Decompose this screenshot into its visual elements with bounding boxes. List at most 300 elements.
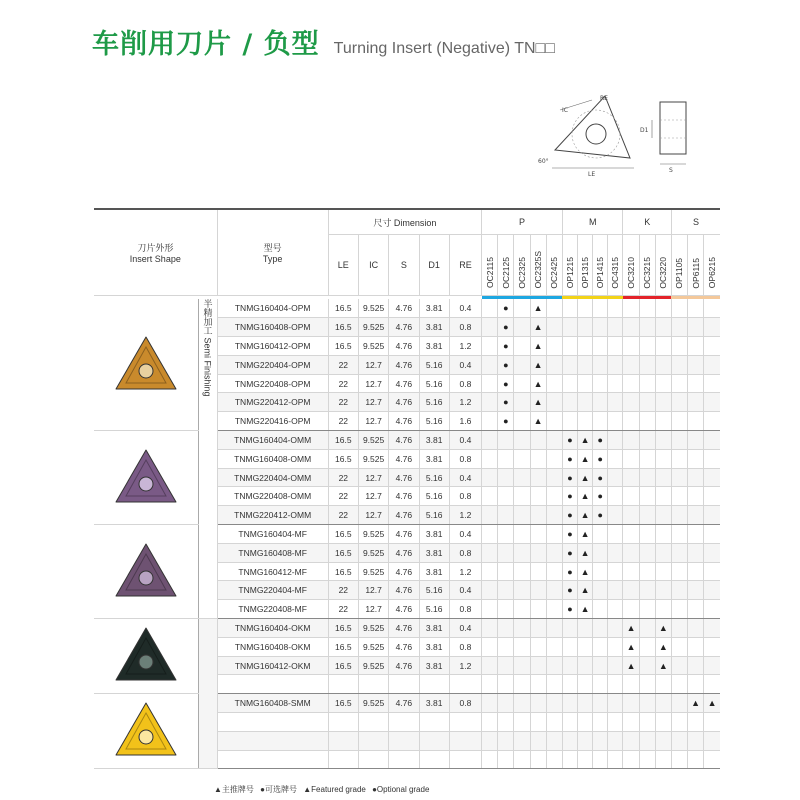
cell-dim: 4.76: [389, 299, 419, 318]
cell-dim: 4.76: [389, 600, 419, 619]
cell-empty: [623, 299, 639, 318]
cell-dim: 16.5: [328, 543, 358, 562]
cell-empty: [498, 543, 514, 562]
cell-empty: [704, 656, 720, 675]
cell-dim: 22: [328, 487, 358, 506]
cell-empty: [514, 355, 530, 374]
grade-mark: ▲: [530, 318, 546, 337]
cell-empty: [482, 543, 498, 562]
cell-type: TNMG220404-MF: [217, 581, 328, 600]
cell-dim: 0.8: [449, 487, 481, 506]
cell-empty: [639, 412, 655, 431]
cell-dim: 0.8: [449, 694, 481, 713]
cell-empty: [498, 431, 514, 450]
cell-empty: [688, 468, 704, 487]
cell-empty: [546, 731, 562, 750]
cell-dim: 5.16: [419, 393, 449, 412]
cell-empty: [562, 299, 577, 318]
cell-empty: [704, 543, 720, 562]
cell-empty: [671, 355, 687, 374]
cell-empty: [639, 581, 655, 600]
header-dim-ic: IC: [358, 235, 388, 295]
table-row: [94, 431, 720, 450]
cell-empty: [593, 374, 608, 393]
cell-empty: [514, 525, 530, 544]
cell-dim: 0.8: [449, 318, 481, 337]
cell-empty: [514, 637, 530, 656]
cell-empty: [578, 412, 593, 431]
cell-empty: [639, 506, 655, 525]
cell-empty: [655, 374, 671, 393]
cell-empty: [578, 318, 593, 337]
cell-empty: [639, 675, 655, 694]
cell-empty: [688, 619, 704, 638]
cell-empty: [688, 543, 704, 562]
cell-dim: 16.5: [328, 337, 358, 356]
cell-empty: [530, 468, 546, 487]
cell-dim: 3.81: [419, 694, 449, 713]
cell-dim: 4.76: [389, 449, 419, 468]
legend-optional-en: ●Optional grade: [372, 785, 430, 794]
cell-empty: [498, 731, 514, 750]
cell-empty: [482, 562, 498, 581]
cell-dim: 4.76: [389, 318, 419, 337]
cell-empty: [562, 713, 577, 732]
cell-empty: [482, 637, 498, 656]
cell-empty: [482, 600, 498, 619]
cell-empty: [514, 412, 530, 431]
cell-empty: [514, 600, 530, 619]
cell-empty: [623, 750, 639, 769]
grade-mark: ▲: [623, 656, 639, 675]
cell-dim: 0.4: [449, 581, 481, 600]
cell-dim: [419, 731, 449, 750]
grade-mark: ●: [498, 393, 514, 412]
cell-empty: [671, 713, 687, 732]
cell-dim: 12.7: [358, 487, 388, 506]
cell-empty: [608, 731, 623, 750]
cell-empty: [546, 393, 562, 412]
label-d1: D1: [640, 127, 649, 134]
cell-empty: [482, 675, 498, 694]
cell-dim: 4.76: [389, 543, 419, 562]
cell-empty: [608, 600, 623, 619]
cell-empty: [671, 337, 687, 356]
header-grade: OC3215: [639, 235, 655, 295]
cell-dim: 22: [328, 506, 358, 525]
cell-dim: [419, 675, 449, 694]
cell-empty: [514, 656, 530, 675]
cell-empty: [704, 713, 720, 732]
cell-empty: [546, 600, 562, 619]
cell-empty: [498, 637, 514, 656]
cell-empty: [704, 562, 720, 581]
cell-dim: 4.76: [389, 656, 419, 675]
cell-empty: [608, 449, 623, 468]
cell-empty: [482, 318, 498, 337]
cell-empty: [546, 355, 562, 374]
cell-empty: [671, 449, 687, 468]
cell-dim: [358, 750, 388, 769]
cell-empty: [578, 355, 593, 374]
cell-empty: [671, 525, 687, 544]
grade-mark: ●: [498, 355, 514, 374]
cell-empty: [688, 600, 704, 619]
cell-empty: [688, 506, 704, 525]
cell-empty: [546, 543, 562, 562]
grade-mark: ▲: [623, 637, 639, 656]
cell-empty: [639, 355, 655, 374]
cell-empty: [530, 637, 546, 656]
grade-mark: ●: [562, 449, 577, 468]
cell-empty: [688, 355, 704, 374]
cell-dim: 3.81: [419, 562, 449, 581]
grade-mark: ●: [498, 374, 514, 393]
grade-mark: ▲: [578, 543, 593, 562]
cell-empty: [578, 619, 593, 638]
cell-dim: 12.7: [358, 600, 388, 619]
cell-empty: [639, 600, 655, 619]
cell-dim: 12.7: [358, 393, 388, 412]
cell-empty: [530, 694, 546, 713]
cell-empty: [639, 525, 655, 544]
grade-mark: ▲: [655, 619, 671, 638]
label-re: RE: [600, 95, 608, 102]
cell-empty: [498, 487, 514, 506]
cell-empty: [498, 619, 514, 638]
cell-empty: [514, 619, 530, 638]
cell-empty: [623, 374, 639, 393]
cell-empty: [562, 694, 577, 713]
cell-empty: [608, 562, 623, 581]
cell-empty: [578, 713, 593, 732]
cell-type: TNMG160408-MF: [217, 543, 328, 562]
cell-dim: 3.81: [419, 318, 449, 337]
cell-dim: 5.16: [419, 581, 449, 600]
cell-empty: [498, 694, 514, 713]
header-grade: OC3220: [655, 235, 671, 295]
legend-footer: [214, 784, 433, 795]
cell-empty: [546, 675, 562, 694]
cell-empty: [655, 337, 671, 356]
cell-empty: [482, 468, 498, 487]
legend-optional-cn: ●可选牌号: [260, 785, 297, 794]
cell-empty: [546, 619, 562, 638]
cell-dim: 22: [328, 355, 358, 374]
cell-empty: [562, 393, 577, 412]
grade-mark: ●: [562, 600, 577, 619]
grade-mark: ●: [593, 431, 608, 450]
cell-dim: 4.76: [389, 581, 419, 600]
cell-empty: [514, 675, 530, 694]
cell-dim: 4.76: [389, 412, 419, 431]
grade-mark: ●: [562, 468, 577, 487]
cell-empty: [639, 393, 655, 412]
cell-empty: [608, 468, 623, 487]
header-grade: OP1315: [578, 235, 593, 295]
cell-empty: [593, 750, 608, 769]
cell-empty: [688, 656, 704, 675]
cell-empty: [530, 656, 546, 675]
insert-spec-table: [94, 208, 720, 769]
cell-dim: 4.76: [389, 619, 419, 638]
cell-dim: 9.525: [358, 562, 388, 581]
cell-dim: [449, 675, 481, 694]
grade-mark: ●: [498, 299, 514, 318]
cell-empty: [688, 487, 704, 506]
cell-empty: [704, 525, 720, 544]
cell-dim: 3.81: [419, 431, 449, 450]
cell-empty: [482, 581, 498, 600]
cell-dim: 22: [328, 600, 358, 619]
cell-empty: [688, 731, 704, 750]
cell-dim: 9.525: [358, 619, 388, 638]
cell-dim: 3.81: [419, 449, 449, 468]
cell-dim: 1.2: [449, 656, 481, 675]
cell-dim: 1.2: [449, 562, 481, 581]
cell-empty: [593, 355, 608, 374]
cell-empty: [608, 506, 623, 525]
cell-empty: [530, 600, 546, 619]
insert-opm: [94, 299, 199, 431]
header-group-P: P: [482, 209, 563, 235]
cell-empty: [546, 525, 562, 544]
cell-empty: [655, 487, 671, 506]
grade-mark: ▲: [530, 355, 546, 374]
table-row: [94, 694, 720, 713]
cell-empty: [514, 468, 530, 487]
cell-empty: [671, 562, 687, 581]
cell-dim: 1.6: [449, 412, 481, 431]
header-insert-shape: [94, 209, 217, 295]
insert-dimension-diagram: [530, 88, 720, 183]
header-group-K: K: [623, 209, 671, 235]
cell-empty: [482, 487, 498, 506]
grade-mark: ▲: [655, 637, 671, 656]
cell-empty: [530, 543, 546, 562]
cell-empty: [704, 468, 720, 487]
grade-mark: ▲: [578, 525, 593, 544]
cell-empty: [482, 355, 498, 374]
cell-empty: [704, 337, 720, 356]
cell-dim: 5.16: [419, 374, 449, 393]
cell-type: TNMG160408-OPM: [217, 318, 328, 337]
cell-empty: [608, 525, 623, 544]
cell-empty: [608, 581, 623, 600]
cell-dim: 4.76: [389, 468, 419, 487]
insert-okm: [94, 619, 199, 694]
cell-empty: [593, 694, 608, 713]
cell-empty: [498, 750, 514, 769]
grade-mark: ▲: [704, 694, 720, 713]
cell-empty: [623, 731, 639, 750]
cell-empty: [639, 694, 655, 713]
label-s: S: [669, 167, 673, 174]
cell-dim: 4.76: [389, 694, 419, 713]
cell-empty: [530, 525, 546, 544]
grade-mark: ▲: [530, 299, 546, 318]
cell-empty: [623, 562, 639, 581]
cell-empty: [482, 619, 498, 638]
cell-dim: 4.76: [389, 506, 419, 525]
cell-empty: [688, 431, 704, 450]
header-type: 型号 Type: [217, 209, 328, 295]
cell-dim: 12.7: [358, 468, 388, 487]
cell-type: TNMG160412-OPM: [217, 337, 328, 356]
cell-empty: [482, 337, 498, 356]
cell-empty: [639, 637, 655, 656]
cell-empty: [498, 468, 514, 487]
cell-dim: [358, 675, 388, 694]
cell-empty: [482, 731, 498, 750]
cell-empty: [623, 487, 639, 506]
cell-empty: [578, 337, 593, 356]
cell-empty: [530, 619, 546, 638]
cell-type: TNMG160408-OKM: [217, 637, 328, 656]
cell-empty: [498, 525, 514, 544]
cell-dim: 5.16: [419, 355, 449, 374]
cell-empty: [593, 412, 608, 431]
header-group-S: S: [671, 209, 720, 235]
grade-mark: ▲: [655, 656, 671, 675]
cell-dim: 3.81: [419, 337, 449, 356]
cell-empty: [578, 393, 593, 412]
cell-empty: [704, 675, 720, 694]
cell-dim: [389, 713, 419, 732]
grade-mark: ▲: [578, 487, 593, 506]
cell-empty: [704, 637, 720, 656]
cell-empty: [688, 393, 704, 412]
cell-empty: [514, 393, 530, 412]
cell-empty: [704, 506, 720, 525]
cell-empty: [498, 600, 514, 619]
cell-empty: [639, 337, 655, 356]
grade-mark: ●: [562, 487, 577, 506]
cell-type: TNMG160412-MF: [217, 562, 328, 581]
cell-empty: [623, 694, 639, 713]
cell-empty: [639, 656, 655, 675]
cell-empty: [482, 412, 498, 431]
cell-empty: [639, 431, 655, 450]
cell-empty: [623, 506, 639, 525]
grade-mark: ●: [593, 487, 608, 506]
grade-mark: ●: [562, 562, 577, 581]
cell-dim: [328, 750, 358, 769]
cell-empty: [514, 374, 530, 393]
header-dim-s: S: [389, 235, 419, 295]
cell-empty: [593, 675, 608, 694]
cell-dim: 16.5: [328, 299, 358, 318]
cell-dim: 1.2: [449, 506, 481, 525]
title-chinese: 车削用刀片 / 负型: [92, 29, 320, 60]
cell-empty: [655, 525, 671, 544]
cell-dim: 16.5: [328, 637, 358, 656]
cell-empty: [671, 318, 687, 337]
cell-dim: 22: [328, 374, 358, 393]
cell-empty: [482, 393, 498, 412]
table-row: [94, 619, 720, 638]
title-english: Turning Insert (Negative) TN□□: [333, 40, 555, 57]
cell-dim: 22: [328, 468, 358, 487]
cell-dim: 4.76: [389, 431, 419, 450]
cell-empty: [671, 675, 687, 694]
cell-empty: [593, 581, 608, 600]
cell-empty: [514, 487, 530, 506]
legend-featured-en: ▲Featured grade: [303, 785, 366, 794]
header-grade: OC2125: [498, 235, 514, 295]
cell-type: TNMG160412-OKM: [217, 656, 328, 675]
cell-type: TNMG160408-OMM: [217, 449, 328, 468]
cell-empty: [688, 412, 704, 431]
cell-empty: [498, 506, 514, 525]
cell-empty: [546, 656, 562, 675]
cell-empty: [671, 600, 687, 619]
cell-dim: 9.525: [358, 431, 388, 450]
header-dim-d1: D1: [419, 235, 449, 295]
cell-empty: [482, 299, 498, 318]
cell-empty: [704, 393, 720, 412]
grade-mark: ▲: [688, 694, 704, 713]
label-le: LE: [588, 171, 596, 178]
cell-dim: 0.8: [449, 449, 481, 468]
cell-empty: [498, 581, 514, 600]
cell-empty: [688, 318, 704, 337]
cell-empty: [623, 468, 639, 487]
grade-mark: ●: [562, 506, 577, 525]
cell-empty: [608, 656, 623, 675]
cell-empty: [593, 619, 608, 638]
cell-empty: [688, 713, 704, 732]
cell-empty: [530, 449, 546, 468]
cell-type: TNMG220408-OPM: [217, 374, 328, 393]
cell-empty: [671, 487, 687, 506]
grade-mark: ●: [498, 337, 514, 356]
cell-type: TNMG220404-OMM: [217, 468, 328, 487]
grade-mark: ●: [593, 468, 608, 487]
grade-mark: ▲: [578, 562, 593, 581]
cell-empty: [593, 393, 608, 412]
cell-empty: [608, 487, 623, 506]
header-dim-re: RE: [449, 235, 481, 295]
header-shape-cn: 刀片外形: [137, 242, 174, 253]
cell-empty: [562, 318, 577, 337]
cell-empty: [562, 355, 577, 374]
cell-empty: [546, 318, 562, 337]
header-grade: OC4315: [608, 235, 623, 295]
cell-empty: [639, 449, 655, 468]
cell-empty: [671, 412, 687, 431]
grade-mark: ●: [498, 412, 514, 431]
cell-empty: [482, 506, 498, 525]
header-group-M: M: [562, 209, 623, 235]
cell-empty: [498, 713, 514, 732]
cell-empty: [514, 562, 530, 581]
cell-empty: [578, 694, 593, 713]
cell-empty: [608, 431, 623, 450]
table-row: [94, 525, 720, 544]
cell-empty: [546, 506, 562, 525]
cell-empty: [704, 619, 720, 638]
cell-empty: [546, 449, 562, 468]
grade-mark: ▲: [530, 393, 546, 412]
cell-empty: [704, 412, 720, 431]
cell-empty: [514, 543, 530, 562]
cell-dim: 3.81: [419, 525, 449, 544]
cell-empty: [671, 506, 687, 525]
cell-empty: [623, 525, 639, 544]
cell-dim: 12.7: [358, 506, 388, 525]
cell-dim: 0.4: [449, 468, 481, 487]
